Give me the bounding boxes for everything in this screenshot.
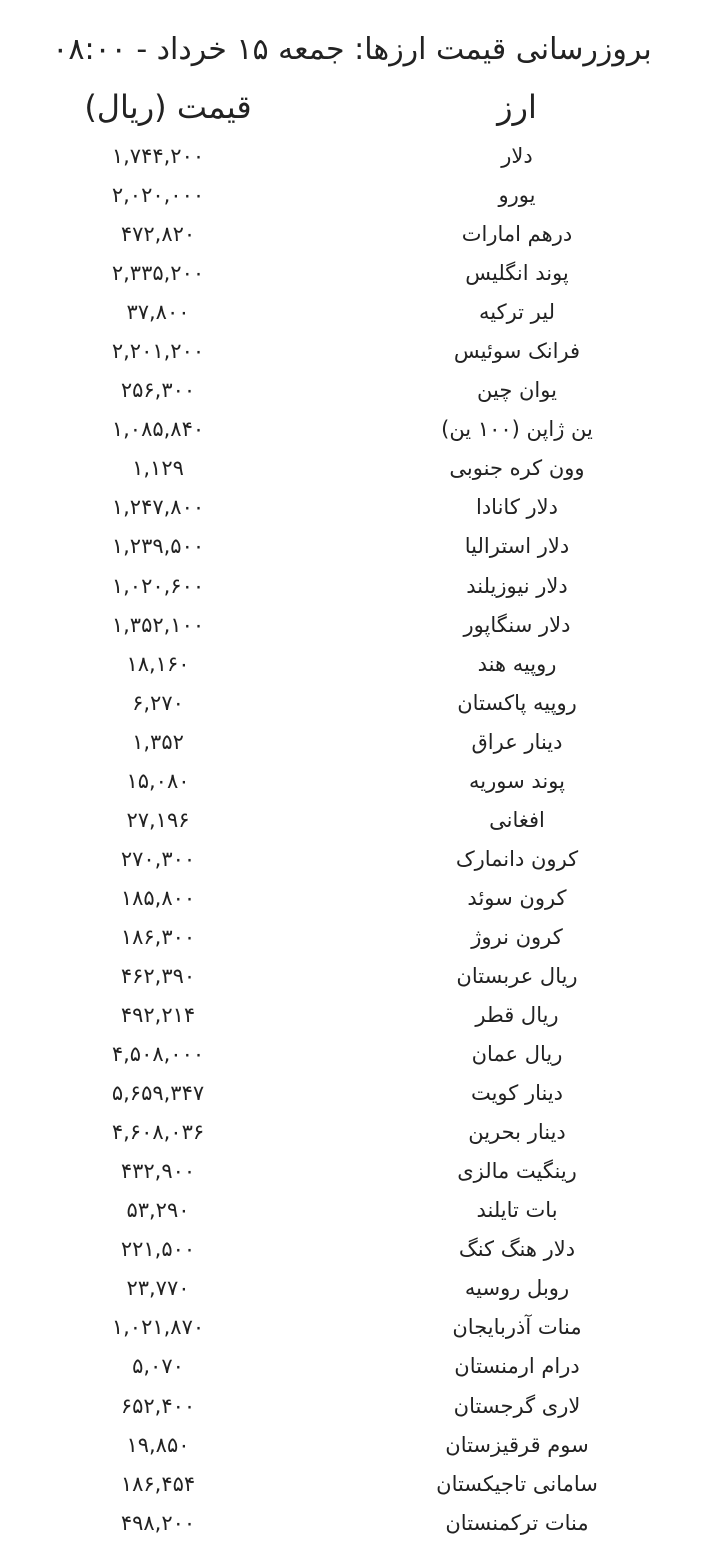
currency-name: یورو [498,183,536,208]
table-row [0,254,704,293]
currency-name: پوند انگلیس [465,261,569,286]
currency-price: ۴۹۲,۲۱۴ [120,1003,196,1028]
currency-name: درهم امارات [461,222,573,247]
currency-name: بات تایلند [476,1198,558,1223]
table-row [0,840,704,879]
table-row [0,723,704,762]
table-row [0,215,704,254]
currency-price: ۱,۲۴۷,۸۰۰ [111,495,205,520]
currency-name: ین ژاپن (۱۰۰ ین) [441,417,593,442]
currency-price: ۱۹,۸۵۰ [126,1432,190,1457]
table-row [0,1230,704,1269]
currency-name: دینار عراق [471,729,563,754]
currency-price: ۳۷,۸۰۰ [126,300,190,325]
currency-name: دینار بحرین [468,1120,566,1145]
currency-price: ۱۸۶,۴۵۴ [120,1471,196,1496]
table-row [0,176,704,215]
table-row [0,567,704,606]
price-table [0,137,704,1543]
table-row [0,410,704,449]
currency-price: ۲۳,۷۷۰ [126,1276,190,1301]
currency-price: ۱۸,۱۶۰ [126,651,190,676]
currency-name: دلار کانادا [476,495,558,520]
table-row [0,527,704,566]
table-row [0,488,704,527]
currency-price: ۱,۳۵۲,۱۰۰ [111,612,205,637]
table-row [0,684,704,723]
table-row [0,1191,704,1230]
currency-price: ۲۷,۱۹۶ [126,807,190,832]
table-row [0,293,704,332]
currency-price: ۴۷۲,۸۲۰ [120,222,196,247]
currency-name: کرون نروژ [471,924,563,949]
table-row [0,1504,704,1543]
currency-price: ۲,۳۳۵,۲۰۰ [111,261,205,286]
currency-name: ریال عمان [471,1042,563,1067]
currency-name: دلار [501,144,533,168]
currency-name: پوند سوریه [469,768,565,793]
table-row [0,1387,704,1426]
currency-price: ۲۵۶,۳۰۰ [120,378,196,403]
currency-name: منات ترکمنستان [445,1510,589,1535]
currency-price: ۱۸۵,۸۰۰ [120,885,196,910]
currency-name: دلار نیوزیلند [466,573,568,598]
currency-price: ۵,۶۵۹,۳۴۷ [111,1081,205,1106]
table-row [0,918,704,957]
table-row [0,371,704,410]
table-row [0,1074,704,1113]
currency-price: ۴,۶۰۸,۰۳۶ [111,1120,205,1145]
currency-name: لیر ترکیه [478,300,556,325]
currency-name: دلار هنگ کنگ [458,1237,576,1262]
currency-name: ریال عربستان [456,963,578,988]
currency-price: ۱,۰۸۵,۸۴۰ [111,417,205,442]
currency-price: ۱,۷۴۴,۲۰۰ [111,144,205,168]
currency-price: ۴,۵۰۸,۰۰۰ [111,1042,205,1067]
table-row [0,996,704,1035]
page-title: بروزرسانی قیمت ارزها: جمعه ۱۵ خرداد - ۰۸:۰۰ [52,32,652,67]
currency-price: ۶۵۲,۴۰۰ [120,1393,196,1418]
currency-price: ۱,۱۲۹ [132,456,184,481]
currency-price: ۱,۳۵۲ [132,729,184,754]
currency-name: کرون دانمارک [455,846,579,871]
table-row [0,1465,704,1504]
currency-price: ۵,۰۷۰ [132,1354,184,1379]
currency-price: ۲۲۱,۵۰۰ [120,1237,196,1262]
table-row [0,1269,704,1308]
currency-price: ۲۷۰,۳۰۰ [120,846,196,871]
currency-price: ۱,۰۲۰,۶۰۰ [111,573,205,598]
table-row [0,1152,704,1191]
table-row [0,879,704,918]
table-row [0,957,704,996]
currency-name: رینگیت مالزی [457,1159,577,1184]
currency-name: وون کره جنوبی [449,456,585,481]
currency-name: منات آذربایجان [452,1315,582,1340]
table-row [0,606,704,645]
currency-name: دلار استرالیا [464,534,570,559]
currency-price: ۶,۲۷۰ [132,690,184,715]
currency-price: ۵۳,۲۹۰ [126,1198,190,1223]
table-row [0,645,704,684]
table-row [0,762,704,801]
currency-price: ۴۳۲,۹۰۰ [120,1159,196,1184]
table-row [0,137,704,176]
table-row [0,1308,704,1347]
currency-price: ۱,۲۳۹,۵۰۰ [111,534,205,559]
currency-price: ۲,۲۰۱,۲۰۰ [111,339,205,364]
price-column-header: قیمت (ریال) [84,88,252,126]
currency-name: ریال قطر [475,1003,559,1028]
currency-name: درام ارمنستان [454,1354,580,1379]
table-row [0,449,704,488]
currency-name: فرانک سوئیس [453,339,581,364]
currency-name: لاری گرجستان [453,1393,581,1418]
currency-name: روپیه هند [477,651,557,676]
currency-name: کرون سوئد [467,885,567,910]
currency-price: ۱۵,۰۸۰ [126,768,190,793]
currency-price: ۴۹۸,۲۰۰ [120,1510,196,1535]
currency-name: روپیه پاکستان [457,690,577,715]
table-row [0,1035,704,1074]
currency-name: دلار سنگاپور [463,612,571,637]
currency-price: ۱۸۶,۳۰۰ [120,924,196,949]
currency-name: یوان چین [477,378,557,403]
table-row [0,1426,704,1465]
table-row [0,1113,704,1152]
table-row [0,1347,704,1386]
currency-column-header: ارز [497,88,537,126]
currency-name: افغانی [489,807,545,832]
table-row [0,801,704,840]
table-row [0,332,704,371]
currency-name: سامانی تاجیکستان [436,1471,598,1496]
currency-name: سوم قرقیزستان [445,1432,589,1457]
currency-price: ۲,۰۲۰,۰۰۰ [111,183,205,208]
currency-name: دینار کویت [470,1081,564,1106]
currency-price: ۴۶۲,۳۹۰ [120,963,196,988]
currency-name: روبل روسیه [464,1276,570,1301]
currency-price: ۱,۰۲۱,۸۷۰ [111,1315,205,1340]
